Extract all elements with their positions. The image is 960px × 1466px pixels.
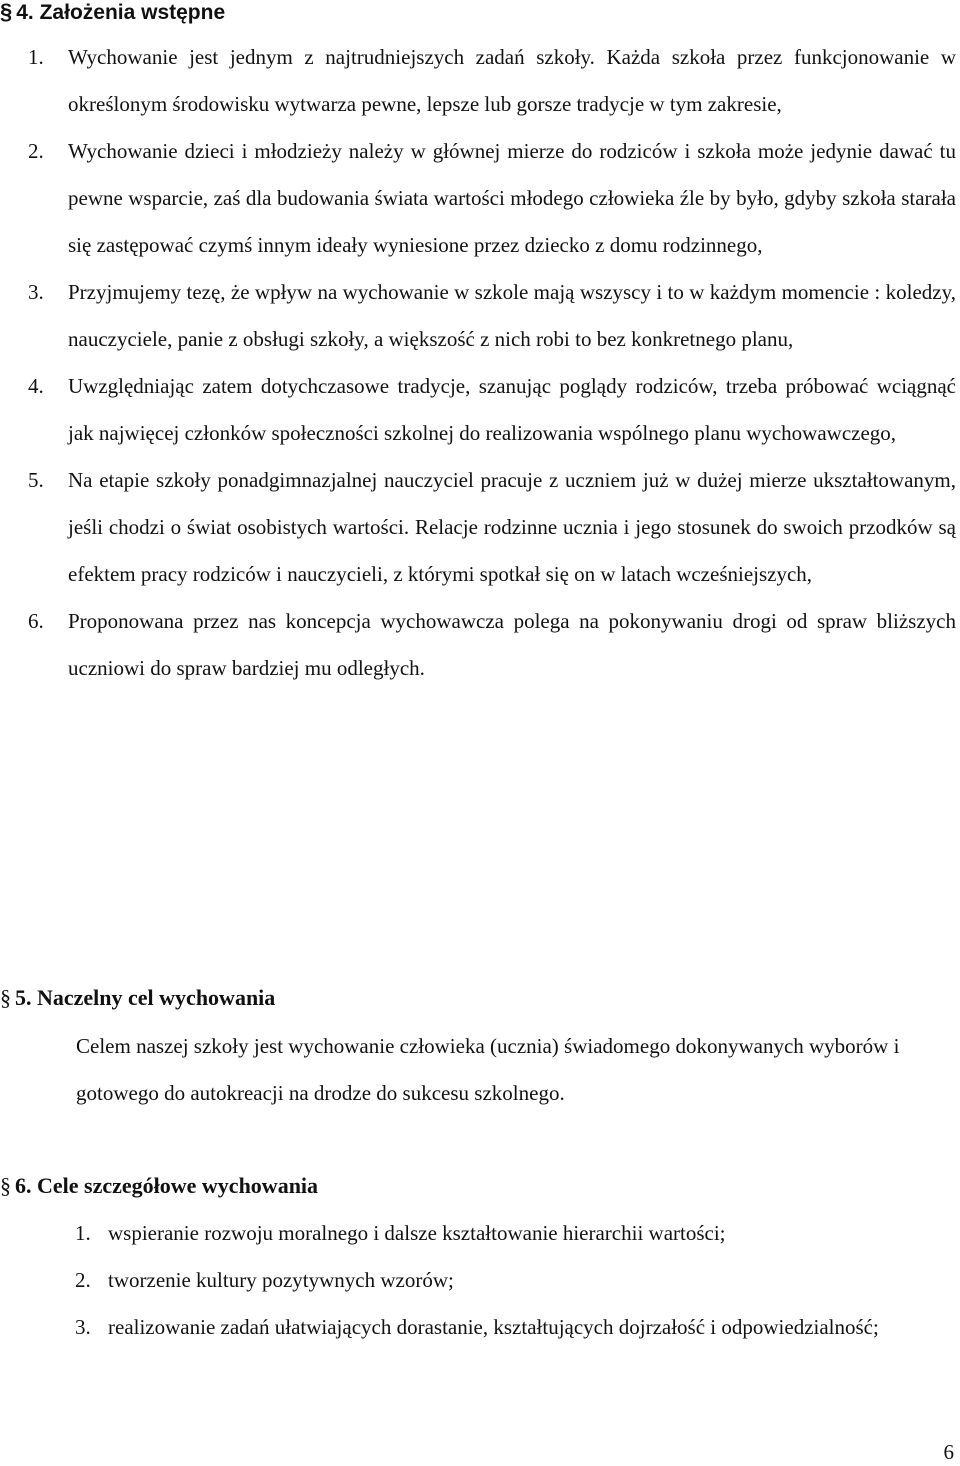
list-item-number: 4. xyxy=(28,374,44,398)
list-item-text: Proponowana przez nas koncepcja wychowawcza polega na pokonywaniu drogi od spraw bliższych uczniowi do spraw bardziej mu odległych. xyxy=(68,609,956,680)
list-item-text: Wychowanie jest jednym z najtrudniejszych zadań szkoły. Każda szkoła przez funkcjonowanie w określonym środowisku wytwarza pewne, lepsze lub gorsze tradycje w tym zakresie, xyxy=(68,45,956,116)
section-5-heading xyxy=(0,986,275,1010)
section-mark: § xyxy=(0,985,11,1010)
list-item-number: 3. xyxy=(75,1315,91,1339)
list-item xyxy=(28,269,956,363)
list-item-text: Uwzględniając zatem dotychczasowe tradycje, szanując poglądy rodziców, trzeba próbować wciągnąć jak najwięcej członków społeczności szkolnej do realizowania wspólnego planu wychowawczego, xyxy=(68,374,956,445)
list-item xyxy=(28,128,956,269)
list-item-text: realizowanie zadań ułatwiających dorastanie, kształtujących dojrzałość i odpowiedzialność; xyxy=(108,1315,879,1339)
section-mark: § xyxy=(0,0,13,24)
list-item-text: Na etapie szkoły ponadgimnazjalnej nauczyciel pracuje z uczniem już w dużej mierze ukształtowanym, jeśli chodzi o świat osobistych wartości. Relacje rodzinne ucznia i jego stosunek do swoich przodków są efektem pracy rodziców i nauczycieli, z którymi spotkał się on w latach wcześniejszych, xyxy=(68,468,956,586)
list-item-number: 1. xyxy=(75,1221,91,1245)
list-item-text: Wychowanie dzieci i młodzieży należy w głównej mierze do rodziców i szkoła może jedynie dawać tu pewne wsparcie, zaś dla budowania świata wartości młodego człowieka źle by było, gdyby szkoła starała się zastępować czymś innym ideały wyniesione przez dziecko z domu rodzinnego, xyxy=(68,139,956,257)
page-number: 6 xyxy=(943,1440,954,1464)
section-5-title: 5. Naczelny cel wychowania xyxy=(15,985,276,1010)
list-item-number: 2. xyxy=(75,1268,91,1292)
section-mark: § xyxy=(0,1173,11,1198)
list-item xyxy=(28,457,956,598)
list-item-text: Przyjmujemy tezę, że wpływ na wychowanie w szkole mają wszyscy i to w każdym momencie : koledzy, nauczyciele, panie z obsługi szkoły, a większość z nich robi to bez konkretnego planu, xyxy=(68,280,956,351)
list-item-number: 5. xyxy=(28,468,44,492)
list-item xyxy=(75,1210,956,1257)
list-item xyxy=(28,34,956,128)
list-item-number: 3. xyxy=(28,280,44,304)
list-item-number: 6. xyxy=(28,609,44,633)
section-4-heading xyxy=(0,0,225,25)
specific-goals-list xyxy=(75,1210,956,1351)
section-6-title: 6. Cele szczegółowe wychowania xyxy=(15,1173,319,1198)
section-6-heading xyxy=(0,1174,318,1198)
list-item-number: 1. xyxy=(28,45,44,69)
list-item xyxy=(28,363,956,457)
list-item-text: tworzenie kultury pozytywnych wzorów; xyxy=(108,1268,454,1292)
list-item-number: 2. xyxy=(28,139,44,163)
list-item xyxy=(28,598,956,692)
list-item xyxy=(75,1257,956,1304)
section-4-title: 4. Założenia wstępne xyxy=(16,1,226,24)
assumptions-list xyxy=(28,34,956,692)
list-item-text: wspieranie rozwoju moralnego i dalsze kształtowanie hierarchii wartości; xyxy=(108,1221,726,1245)
main-goal-paragraph: Celem naszej szkoły jest wychowanie człowieka (ucznia) świadomego dokonywanych wyborów i gotowego do autokreacji na drodze do sukcesu szkolnego. xyxy=(76,1034,900,1105)
list-item xyxy=(75,1304,956,1351)
